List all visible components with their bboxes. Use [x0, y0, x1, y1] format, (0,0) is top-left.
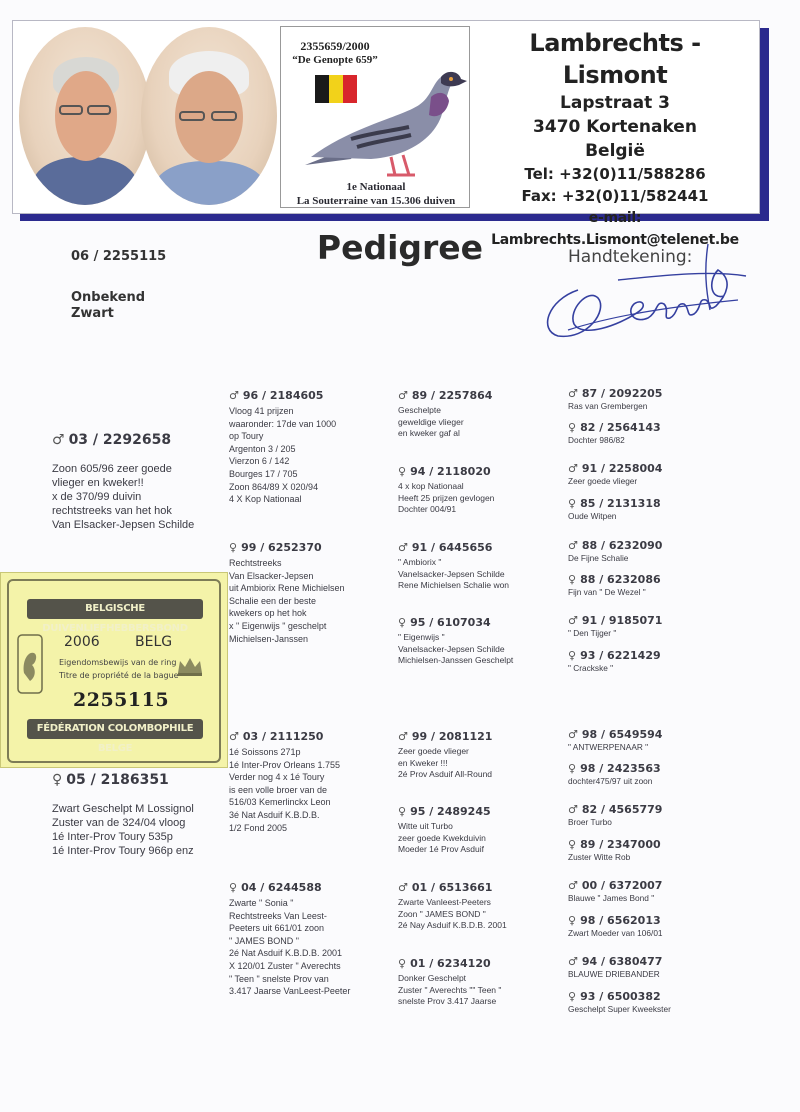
pedigree-granddam: [229, 881, 389, 998]
bird-ring-number: [568, 990, 768, 1003]
champion-caption: La Souterraine van 15.306 duiven: [296, 195, 456, 207]
pedigree-ancestor: [398, 465, 558, 516]
pedigree-ancestor: [568, 879, 768, 903]
bird-description: Broer Turbo: [568, 817, 612, 827]
glasses-icon: [179, 111, 205, 121]
lion-emblem-icon: [16, 633, 44, 695]
sex-symbol-icon: ♀: [398, 616, 407, 629]
glasses-icon: [59, 105, 83, 115]
bird-ring-number: [398, 957, 558, 970]
sex-symbol-icon: ♂: [568, 879, 578, 892]
pedigree-ancestor: [398, 730, 558, 781]
address-country: België: [585, 141, 645, 161]
crown-icon: [176, 655, 204, 677]
pedigree-ancestor: [398, 805, 558, 856]
header-shadow: [760, 28, 769, 221]
bird-description: " Crackske ": [568, 663, 614, 673]
card-banner-top: BELGISCHE DUIVENLIEFHEBBERSBOND: [27, 599, 203, 619]
sex-symbol-icon: ♂: [398, 730, 408, 743]
shirt: [155, 161, 265, 205]
pedigree-ancestor: [398, 389, 558, 440]
card-country: BELG: [135, 634, 173, 650]
shirt: [33, 157, 137, 205]
subject-ring-number: 06 / 2255115: [71, 249, 167, 264]
bird-description: Zwart Moeder van 106/01: [568, 928, 663, 938]
ring-text: 96 / 2184605: [242, 389, 324, 402]
bird-ring-number: [568, 762, 768, 775]
bird-description: Vloog 41 prijzen waaronder: 17de van 1000 op Toury Argenton 3 / 205 Vierzon 6 / 142 Bourges 17 / 705 Zoon 864/89 X 020/94 4 X Kop Nationaal: [229, 406, 337, 505]
bird-ring-number: [568, 879, 768, 892]
subject-details: [71, 290, 145, 322]
ring-text: 01 / 6234120: [410, 957, 491, 970]
bird-description: 1é Soissons 271p 1é Inter-Prov Orleans 1.755 Verder nog 4 x 1é Toury is een volle broer van de 516/03 Kemerlinckx Leon 3é Nat Asduif K.B.D.B. 1/2 Fond 2005: [229, 747, 341, 833]
contact-block: [475, 27, 755, 251]
sex-symbol-icon: ♂: [229, 389, 239, 402]
bird-ring-number: [398, 389, 558, 402]
pedigree-ancestor: [398, 957, 558, 1008]
pigeon-icon: [291, 47, 467, 183]
pedigree-ancestor: [568, 838, 768, 862]
bird-description: dochter475/97 uit zoon: [568, 776, 653, 786]
ring-text: 89 / 2347000: [580, 838, 661, 851]
bird-description: Geschelpte geweldige vlieger en kweker gaf al: [398, 405, 464, 438]
ring-text: 01 / 6513661: [411, 881, 493, 894]
bird-description: Rechtstreeks Van Elsacker-Jepsen uit Ambiorix Rene Michielsen Schalie een der beste kwekers op het hok x " Eigenwijs " geschelpt Michielsen-Janssen: [229, 558, 345, 644]
subject-origin: Onbekend: [71, 290, 146, 305]
pedigree-ancestor: [398, 881, 558, 932]
pedigree-ancestor: [398, 616, 558, 667]
bird-ring-number: [229, 389, 389, 402]
pedigree-mother: [52, 772, 230, 858]
pedigree-ancestor: [568, 462, 768, 486]
bird-description: BLAUWE DRIEBANDER: [568, 969, 660, 979]
sex-symbol-icon: ♀: [229, 541, 238, 554]
ring-text: 03 / 2111250: [242, 730, 324, 743]
ring-text: 94 / 6380477: [581, 955, 663, 968]
sex-symbol-icon: ♂: [568, 387, 578, 400]
owner-photo-right: [141, 27, 277, 205]
sex-symbol-icon: ♀: [568, 990, 577, 1003]
bird-ring-number: [568, 421, 768, 434]
sex-symbol-icon: ♀: [568, 914, 577, 927]
bird-ring-number: [568, 728, 768, 741]
bird-ring-number: [568, 387, 768, 400]
ring-text: 85 / 2131318: [580, 497, 661, 510]
sex-symbol-icon: ♂: [398, 389, 408, 402]
bird-description: Donker Geschelpt Zuster " Averechts "" Teen " snelste Prov 3.417 Jaarse: [398, 973, 502, 1006]
bird-description: Zwarte Vanleest-Peeters Zoon " JAMES BOND " 2é Nay Asduif K.B.D.B. 2001: [398, 897, 507, 930]
bird-ring-number: [568, 955, 768, 968]
ring-text: 99 / 6252370: [241, 541, 322, 554]
bird-description: Zwart Geschelpt M Lossignol Zuster van de 324/04 vloog 1é Inter-Prov Toury 535p 1é Inter-Prov Toury 966p enz: [52, 803, 194, 857]
pedigree-ancestor: [568, 614, 768, 638]
bird-description: Zuster Witte Rob: [568, 852, 631, 862]
ring-text: 95 / 2489245: [410, 805, 491, 818]
bird-description: Geschelpt Super Kweekster: [568, 1004, 671, 1014]
ring-text: 98 / 6549594: [581, 728, 663, 741]
bird-ring-number: [52, 432, 230, 448]
bird-description: Fijn van " De Wezel ": [568, 587, 646, 597]
subject-color: Zwart: [71, 306, 114, 321]
bird-ring-number: [398, 730, 558, 743]
bird-ring-number: [398, 881, 558, 894]
ring-text: 91 / 6445656: [411, 541, 493, 554]
address-street: Lapstraat 3: [560, 93, 670, 113]
bird-description: Blauwe " James Bond ": [568, 893, 655, 903]
sex-symbol-icon: ♂: [52, 432, 65, 448]
ring-text: 93 / 6221429: [580, 649, 661, 662]
owner-photo-left: [19, 27, 151, 205]
bird-ring-number: [398, 616, 558, 629]
ring-text: 05 / 2186351: [66, 772, 169, 788]
pedigree-ancestor: [568, 387, 768, 411]
sex-symbol-icon: ♂: [568, 539, 578, 552]
bird-ring-number: [568, 539, 768, 552]
sex-symbol-icon: ♂: [568, 803, 578, 816]
sex-symbol-icon: ♂: [398, 541, 408, 554]
sex-symbol-icon: ♂: [398, 881, 408, 894]
card-year: 2006: [64, 634, 100, 650]
sex-symbol-icon: ♀: [52, 772, 63, 788]
bird-ring-number: [568, 649, 768, 662]
ring-text: 82 / 4565779: [581, 803, 663, 816]
sex-symbol-icon: ♂: [568, 955, 578, 968]
bird-description: " Den Tijger ": [568, 628, 617, 638]
pedigree-ancestor: [568, 990, 768, 1014]
pedigree-ancestor: [568, 762, 768, 786]
bird-ring-number: [568, 914, 768, 927]
bird-ring-number: [398, 805, 558, 818]
pedigree-ancestor: [568, 573, 768, 597]
bird-ring-number: [229, 541, 389, 554]
loft-name: Lambrechts - Lismont: [529, 29, 701, 89]
ring-text: 91 / 2258004: [581, 462, 663, 475]
bird-description: De Fijne Schalie: [568, 553, 629, 563]
sex-symbol-icon: ♀: [229, 881, 238, 894]
bird-description: Witte uit Turbo zeer goede Kwekduivin Moeder 1é Prov Asduif: [398, 821, 486, 854]
signature-label: Handtekening:: [568, 247, 693, 267]
bird-ring-number: [568, 614, 768, 627]
ring-text: 91 / 9185071: [581, 614, 663, 627]
fax-number: Fax: +32(0)11/582441: [521, 187, 709, 205]
ring-text: 94 / 2118020: [410, 465, 491, 478]
sex-symbol-icon: ♀: [568, 497, 577, 510]
card-text-fr: Titre de propriété de la bague: [59, 671, 179, 680]
pedigree-ancestor: [568, 421, 768, 445]
pedigree-grandsire: [229, 730, 389, 834]
ring-text: 98 / 6562013: [580, 914, 661, 927]
bird-description: " Eigenwijs " Vanelsacker-Jepsen Schilde Michielsen-Janssen Geschelpt: [398, 632, 514, 665]
bird-description: Zoon 605/96 zeer goede vlieger en kweker!! x de 370/99 duivin rechtstreeks van het hok Van Elsacker-Jepsen Schilde: [52, 463, 195, 531]
ring-text: 04 / 6244588: [241, 881, 322, 894]
sex-symbol-icon: ♀: [568, 838, 577, 851]
ring-text: 00 / 6372007: [581, 879, 663, 892]
bird-description: Dochter 986/82: [568, 435, 625, 445]
ring-text: 98 / 2423563: [580, 762, 661, 775]
ring-text: 88 / 6232090: [581, 539, 663, 552]
pedigree-ancestor: [398, 541, 558, 592]
ring-text: 82 / 2564143: [580, 421, 661, 434]
sex-symbol-icon: ♂: [568, 614, 578, 627]
bird-description: Zwarte " Sonia " Rechtstreeks Van Leest- Peeters uit 661/01 zoon " JAMES BOND " 2é Nat Asduif K.B.D.B. 2001 X 120/01 Zuster " Averechts " Teen " snelste Prov van 3.417 Jaarse VanLeest-Peeter: [229, 898, 351, 997]
email-address[interactable]: e-mail: Lambrechts.Lismont@telenet.be: [491, 210, 739, 248]
ring-text: 95 / 6107034: [410, 616, 491, 629]
pedigree-ancestor: [568, 649, 768, 673]
ring-text: 03 / 2292658: [68, 432, 172, 448]
bird-ring-number: [229, 881, 389, 894]
ownership-card: [0, 572, 228, 768]
bird-description: " ANTWERPENAAR ": [568, 742, 649, 752]
page-title: Pedigree: [316, 228, 484, 267]
bird-ring-number: [229, 730, 389, 743]
sex-symbol-icon: ♀: [398, 805, 407, 818]
phone-number: Tel: +32(0)11/588286: [524, 165, 706, 183]
champion-pigeon-panel: [280, 26, 470, 208]
bird-description: 4 x kop Nationaal Heeft 25 prijzen gevlogen Dochter 004/91: [398, 481, 495, 514]
pedigree-ancestor: [568, 914, 768, 938]
address-city: 3470 Kortenaken: [533, 117, 697, 137]
pedigree-ancestor: [568, 955, 768, 979]
sex-symbol-icon: ♂: [568, 728, 578, 741]
bird-description: Zeer goede vlieger: [568, 476, 638, 486]
card-text-nl: Eigendomsbewijs van de ring: [59, 658, 177, 667]
glasses-icon: [211, 111, 237, 121]
pedigree-ancestor: [568, 728, 768, 752]
glasses-icon: [87, 105, 111, 115]
champion-name: “De Genopte 659”: [292, 54, 378, 66]
face: [55, 71, 117, 161]
pedigree-grandsire: [229, 389, 389, 506]
bird-ring-number: [568, 838, 768, 851]
sex-symbol-icon: ♀: [398, 957, 407, 970]
ring-text: 87 / 2092205: [581, 387, 663, 400]
pedigree-ancestor: [568, 497, 768, 521]
sex-symbol-icon: ♀: [568, 762, 577, 775]
ring-text: 99 / 2081121: [411, 730, 493, 743]
sex-symbol-icon: ♀: [568, 649, 577, 662]
bird-description: " Ambiorix " Vanelsacker-Jepsen Schilde Rene Michielsen Schalie won: [398, 557, 510, 590]
card-ring-number: 2255115: [73, 689, 170, 711]
bird-ring-number: [568, 497, 768, 510]
bird-description: Ras van Grembergen: [568, 401, 648, 411]
bird-description: Oude Witpen: [568, 511, 617, 521]
bird-ring-number: [568, 462, 768, 475]
bird-description: Zeer goede vlieger en Kweker !!! 2é Prov Asduif All-Round: [398, 746, 493, 779]
bird-ring-number: [568, 573, 768, 586]
pedigree-ancestor: [568, 539, 768, 563]
ring-text: 88 / 6232086: [580, 573, 661, 586]
sex-symbol-icon: ♀: [568, 573, 577, 586]
sex-symbol-icon: ♀: [398, 465, 407, 478]
signature-image: [538, 240, 753, 345]
sex-symbol-icon: ♀: [568, 421, 577, 434]
ring-text: 93 / 6500382: [580, 990, 661, 1003]
pedigree-granddam: [229, 541, 389, 645]
card-banner-bottom: FÉDÉRATION COLOMBOPHILE BELGE: [27, 719, 203, 739]
bird-ring-number: [398, 541, 558, 554]
champion-ring: 2355659/2000: [300, 39, 370, 53]
bird-ring-number: [398, 465, 558, 478]
sex-symbol-icon: ♂: [229, 730, 239, 743]
ring-text: 89 / 2257864: [411, 389, 493, 402]
pedigree-father: [52, 432, 230, 532]
bird-ring-number: [52, 772, 230, 788]
sex-symbol-icon: ♂: [568, 462, 578, 475]
champion-caption: 1e Nationaal: [346, 181, 406, 193]
bird-ring-number: [568, 803, 768, 816]
pedigree-ancestor: [568, 803, 768, 827]
